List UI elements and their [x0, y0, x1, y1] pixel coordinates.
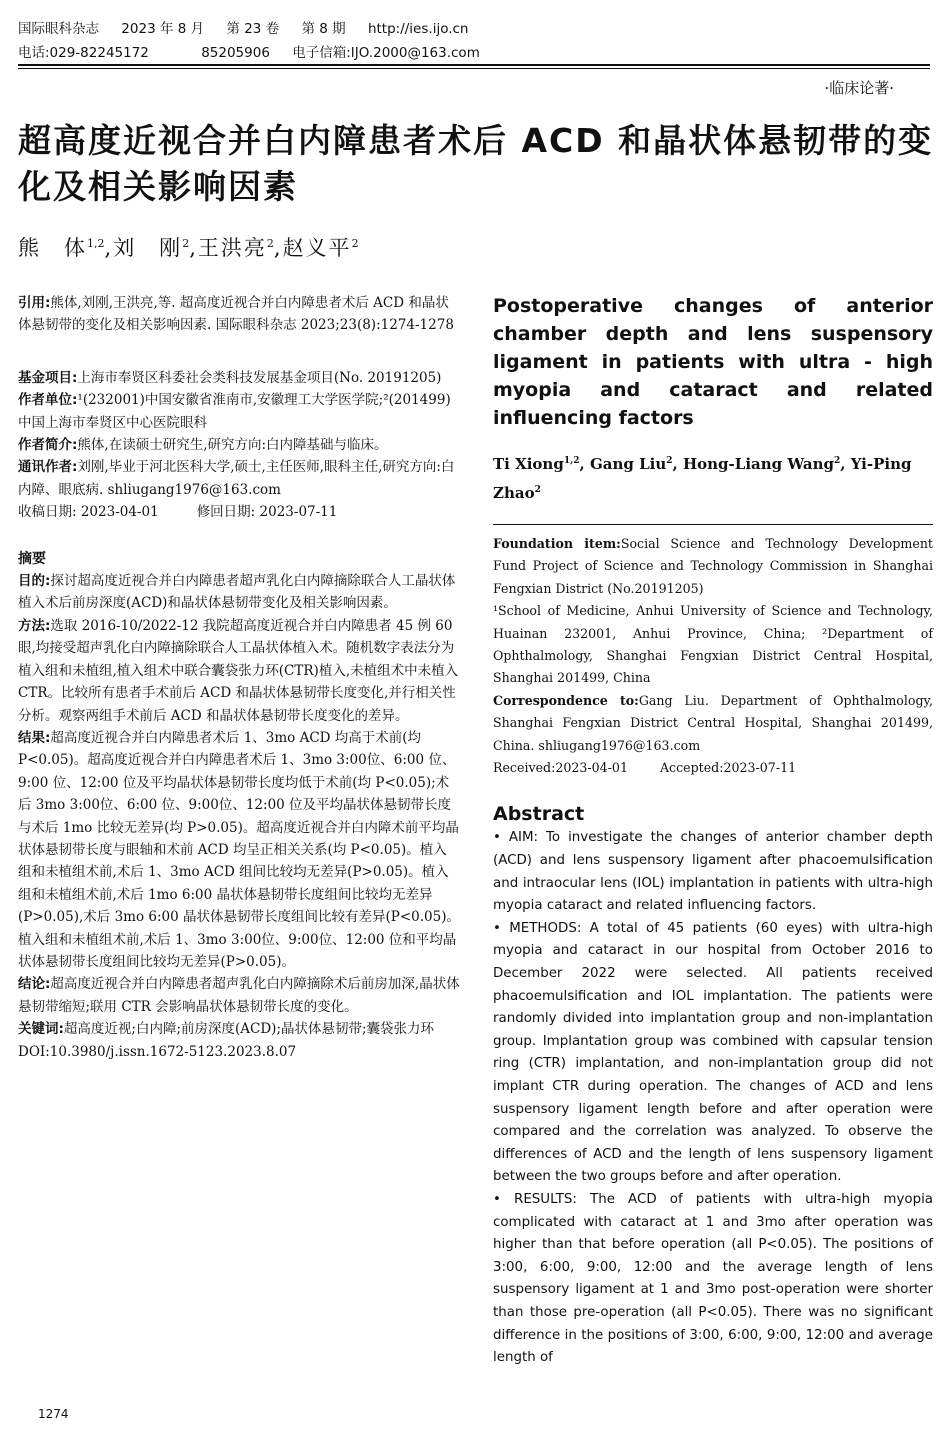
meta-text: 刘刚,毕业于河北医科大学,硕士,主任医师,眼科主任,研究方向:白内障、眼底病. shliugang1976@163.com — [18, 459, 455, 498]
journal-name: 国际眼科杂志 — [18, 21, 99, 37]
doi[interactable]: DOI:10.3980/j.issn.1672-5123.2023.8.07 — [18, 1043, 297, 1060]
abstract-aim: • AIM: To investigate the changes of anterior chamber depth (ACD) and lens suspensory ligament after phacoemulsification and intraocular lens (IOL) implantation in patients with ultra-high myopia cataract and related influencing factors. — [493, 830, 933, 914]
meta-label: 作者单位: — [18, 392, 78, 409]
meta-text: 上海市奉贤区科委社会类科技发展基金项目(No. 20191205) — [77, 369, 442, 386]
meta-item — [18, 434, 460, 456]
abstract-section — [18, 615, 460, 727]
page-number: 1274 — [38, 1407, 69, 1421]
abstract-heading-en: Abstract — [493, 803, 585, 826]
abstract-text: 超高度近视合并白内障患者超声乳化白内障摘除术后前房加深,晶状体悬韧带缩短;联用 CTR 会影响晶状体悬韧带长度的变化。 — [18, 976, 460, 1015]
authors-zh: 熊 体$^{1,2}$,刘 刚$^2$,王洪亮$^2$,赵义平$^2$ — [18, 236, 359, 260]
keywords-text: 超高度近视;白内障;前房深度(ACD);晶状体悬韧带;囊袋张力环 — [63, 1021, 435, 1038]
abstract-label: 结果: — [18, 729, 51, 746]
abstract-label: 目的: — [18, 573, 51, 590]
author-sup: 2 — [266, 237, 274, 250]
contact-header — [18, 41, 498, 61]
abstract-heading-zh: 摘要 — [18, 550, 46, 567]
issue-date: 2023 年 8 月 — [121, 21, 205, 37]
header-rule-thin — [18, 68, 930, 69]
english-title: Postoperative changes of anterior chamber depth and lens suspensory ligament in patients with ultra - high myopia and cataract and related influencing factors — [493, 295, 933, 429]
abstract-section — [18, 570, 460, 615]
abstract-section — [18, 973, 460, 1018]
dates-zh — [18, 501, 460, 523]
fax: 85205906 — [201, 45, 270, 61]
page-title: 超高度近视合并白内障患者术后 ACD 和晶状体悬韧带的变化及相关影响因素 — [18, 121, 934, 206]
section-tag: ·临床论著· — [824, 79, 894, 97]
received-date-en: Received:2023-04-01 — [493, 760, 628, 776]
meta-label: 作者简介: — [18, 437, 78, 454]
abstract-text: 超高度近视合并白内障患者术后 1、3mo ACD 均高于术前(均 P<0.05)。超高度近视合并白内障患者术后 1、3mo 3:00位、6:00 位、9:00 位、12:00 位及平均晶状体悬韧带长度均低于术前(均 P<0.05);术后 3mo 3:00位、6:00 位、9:00位、12:00 位及平均晶状体悬韧带长度与术后 1mo 比较无差异(均 P>0.05)。超高度近视合并白内障术前平均晶状体悬韧带长度与眼轴和术前 ACD 均呈正相关关系(均 P<0.05)。植入组和未植组术前,术后 1、3mo ACD 组间比较均无差异(P>0.05)。植入组和未植组术前,术后 1mo 6:00 晶状体悬韧带长度组间比较均无差异(P>0.05),术后 3mo 6:00 晶状体悬韧带长度组间比较有差异(P<0.05)。植入组和未植组术前,术后 1、3mo 3:00位、9:00位、12:00 位和平均晶状体悬韧带长度组间比较均无差异(P>0.05)。 — [18, 729, 460, 970]
author-en: Hong-Liang Wang — [682, 455, 835, 473]
issue: 第 8 期 — [301, 21, 346, 37]
author: 赵义平 — [282, 236, 352, 260]
correspondence — [493, 690, 933, 757]
foundation-label: Foundation item: — [493, 536, 621, 551]
author-sup: 2 — [534, 485, 541, 495]
authors-en: Ti Xiong$^{1,2}$, Gang Liu$^2$, Hong-Liang Wang$^2$, Yi-Ping Zhao$^2$ — [493, 455, 912, 502]
meta-label: 基金项目: — [18, 369, 78, 386]
journal-header — [18, 17, 487, 37]
revised-date: 修回日期: 2023-07-11 — [196, 504, 338, 521]
meta-item — [18, 389, 460, 434]
accepted-date-en: Accepted:2023-07-11 — [659, 760, 797, 776]
phone: 电话:029-82245172 — [18, 45, 149, 61]
author-en: Ti Xiong — [493, 455, 564, 473]
citation-text: 熊体,刘刚,王洪亮,等. 超高度近视合并白内障患者术后 ACD 和晶状体悬韧带的变化及相关影响因素. 国际眼科杂志 2023;23(8):1274-1278 — [18, 295, 454, 334]
author-sup: 1,2 — [563, 456, 580, 466]
affiliations: ¹School of Medicine, Anhui University of Science and Technology, Huainan 232001, Anhui Province, China; ²Department of Ophthalmology, Shanghai Fengxian District Central Hospital, Shanghai 201499, China — [493, 603, 933, 686]
meta-text: 熊体,在读硕士研究生,研究方向:白内障基础与临床。 — [77, 437, 388, 454]
author-sup: 2 — [351, 237, 359, 250]
citation — [18, 292, 460, 337]
foundation-text: Social Science and Technology Development Fund Project of Science and Technology Commission in Shanghai Fengxian District (No.20191205) — [493, 536, 933, 596]
author-sup: 2 — [834, 456, 841, 466]
correspondence-label: Correspondence to: — [493, 692, 639, 708]
abstract-label: 结论: — [18, 976, 51, 993]
keywords-label: 关键词: — [18, 1021, 64, 1038]
correspondence-text: Gang Liu. Department of Ophthalmology, Shanghai Fengxian District Central Hospital, Shanghai 201499, China. shliugang1976@163.com — [493, 692, 933, 753]
author-sup: 1,2 — [87, 237, 105, 250]
meta-item — [18, 456, 460, 501]
left-column — [18, 292, 460, 1063]
abstract-results: • RESULTS: The ACD of patients with ultra-high myopia complicated with cataract at 1 and 3mo after operation was higher than that before operation (all P<0.05). The positions of 3:00, 6:00, 9:00, 12:00 and the average length of lens suspensory ligament at 1 and 3mo post-operation were shorter than those pre-operation (all P<0.05). There was no significant difference in the positions of 3:00, 6:00, 9:00, 12:00 and average length of — [493, 1191, 933, 1366]
journal-url[interactable]: http://ies.ijo.cn — [367, 21, 469, 37]
meta-item — [18, 367, 460, 389]
divider — [493, 524, 933, 525]
author: 刘 刚 — [113, 236, 183, 260]
author: 王洪亮 — [197, 236, 267, 260]
author-sup: 2 — [182, 237, 190, 250]
author-en: Yi-Ping Zhao — [493, 455, 912, 502]
email[interactable]: 电子信箱:IJO.2000@163.com — [292, 45, 480, 61]
right-column — [493, 292, 933, 1370]
citation-label: 引用: — [18, 295, 51, 311]
abstract-text: 选取 2016-10/2022-12 我院超高度近视合并白内障患者 45 例 60 眼,均接受超声乳化白内障摘除联合人工晶状体植入术。随机数字表法分为植入组和未植组,植入组术中联合囊袋张力环(CTR)植入,未植组术中未植入 CTR。比较所有患者手术前后 ACD 和晶状体悬韧带长度变化,并行相关性分析。观察两组手术前后 ACD 和晶状体悬韧带长度变化的差异。 — [18, 617, 459, 724]
meta-text: ¹(232001)中国安徽省淮南市,安徽理工大学医学院;²(201499)中国上海市奉贤区中心医院眼科 — [18, 392, 451, 431]
abstract-section — [18, 727, 460, 973]
author-sup: 2 — [666, 456, 673, 466]
header-rule — [18, 64, 930, 66]
keywords — [18, 1018, 460, 1040]
author-en: Gang Liu — [589, 455, 667, 473]
volume: 第 23 卷 — [226, 21, 280, 37]
foundation-item — [493, 533, 933, 600]
abstract-text: 探讨超高度近视合并白内障患者超声乳化白内障摘除联合人工晶状体植入术后前房深度(ACD)和晶状体悬韧带变化及相关影响因素。 — [18, 573, 456, 612]
author: 熊 体 — [18, 236, 87, 260]
meta-label: 通讯作者: — [18, 459, 78, 476]
received-date: 收稿日期: 2023-04-01 — [18, 504, 159, 521]
abstract-label: 方法: — [18, 617, 51, 634]
dates-en — [493, 757, 933, 779]
abstract-methods: • METHODS: A total of 45 patients (60 eyes) with ultra-high myopia and cataract in our hospital from October 2016 to December 2022 were selected. All patients received phacoemulsification and IOL implantation. The patients were randomly divided into implantation group and non-implantation group. Implantation group was combined with capsular tension ring (CTR) implantation, and non-implantation group did not implant CTR during operation. The changes of ACD and lens suspensory ligament length before and after operation were compared and the correlation was analyzed. To observe the differences of ACD and the length of lens suspensory ligament between the two groups before and after operation. — [493, 920, 933, 1185]
